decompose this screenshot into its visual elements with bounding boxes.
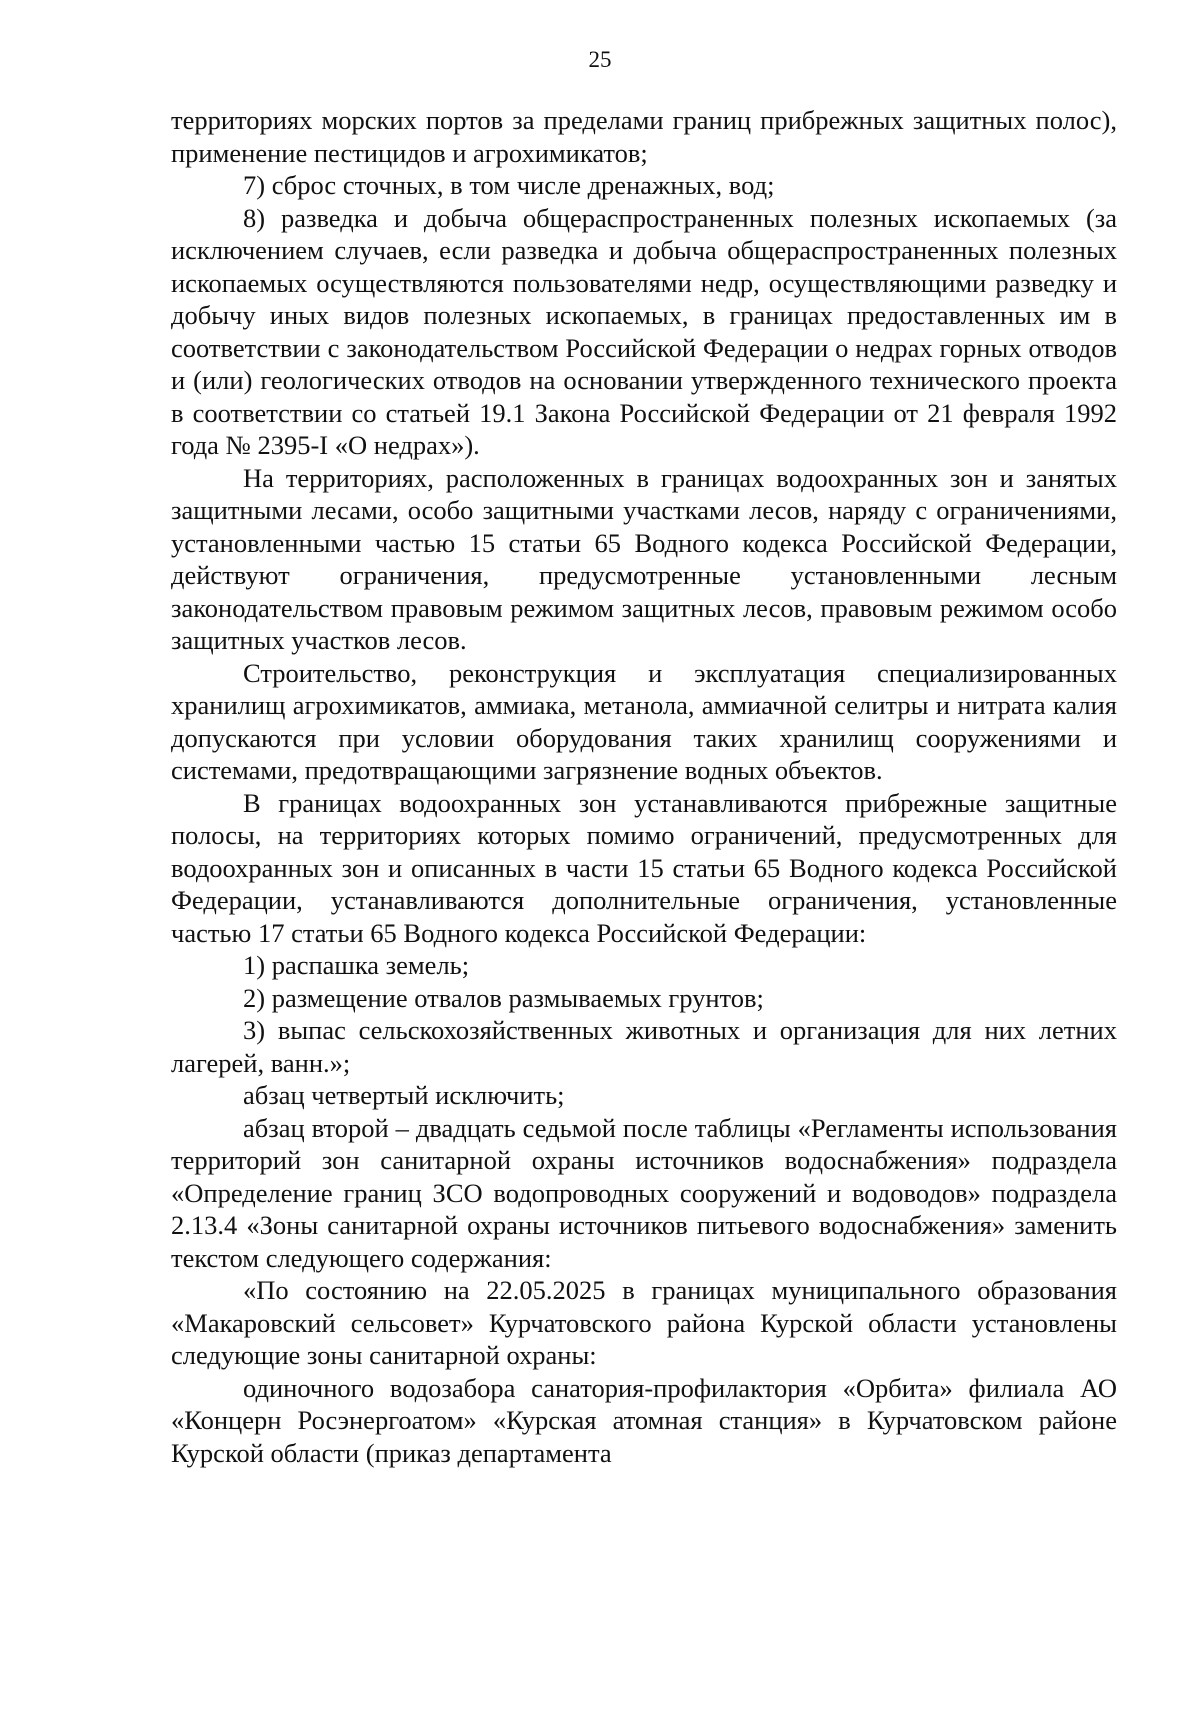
paragraph: 3) выпас сельскохозяйственных животных и организация для них летних лагерей, ванн.»;	[171, 1015, 1117, 1078]
paragraph: 1) распашка земель;	[243, 950, 470, 980]
page-number: 25	[588, 47, 612, 72]
paragraph: В границах водоохранных зон устанавливаются прибрежные защитные полосы, на территориях которых помимо ограничений, предусмотренных для водоохранных зон и описанных в части 15 статьи 65 Водного кодекса Российской Федерации, устанавливаются дополнительные ограничения, установленные частью 17 статьи 65 Водного кодекса Российской Федерации:	[171, 787, 1117, 948]
paragraph: «По состоянию на 22.05.2025 в границах муниципального образования «Макаровский сельсовет» Курчатовского района Курской области установлены следующие зоны санитарной охраны:	[171, 1275, 1117, 1370]
paragraph: На территориях, расположенных в границах водоохранных зон и занятых защитными лесами, особо защитными участками лесов, наряду с ограничениями, установленными частью 15 статьи 65 Водного кодекса Российской Федерации, действуют ограничения, предусмотренные установленными лесным законодательством правовым режимом защитных лесов, правовым режимом особо защитных участков лесов.	[171, 462, 1117, 655]
paragraph: абзац четвертый исключить;	[243, 1080, 565, 1110]
paragraph: 7) сброс сточных, в том числе дренажных, вод;	[243, 170, 775, 200]
paragraph: 8) разведка и добыча общераспространенных полезных ископаемых (за исключением случаев, если разведка и добыча общераспространенных полезных ископаемых осуществляются пользователями недр, осуществляющими разведку и добычу иных видов полезных ископаемых, в границах предоставленных им в соответствии с законодательством Российской Федерации о недрах горных отводов и (или) геологических отводов на основании утвержденного технического проекта в соответствии со статьей 19.1 Закона Российской Федерации от 21 февраля 1992 года № 2395-I «О недрах»).	[171, 202, 1117, 460]
paragraph: 2) размещение отвалов размываемых грунтов;	[243, 982, 764, 1013]
paragraph: территориях морских портов за пределами границ прибрежных защитных полос), применение пестицидов и агрохимикатов;	[171, 105, 1117, 168]
paragraph: Строительство, реконструкция и эксплуатация специализированных хранилищ агрохимикатов, аммиака, метанола, аммиачной селитры и нитрата калия допускаются при условии оборудования таких хранилищ сооружениями и системами, предотвращающими загрязнение водных объектов.	[171, 657, 1117, 785]
document-body	[171, 104, 1117, 1469]
paragraph: абзац второй – двадцать седьмой после таблицы «Регламенты использования территорий зон санитарной охраны источников водоснабжения» подраздела «Определение границ ЗСО водопроводных сооружений и водоводов» подраздела 2.13.4 «Зоны санитарной охраны источников питьевого водоснабжения» заменить текстом следующего содержания:	[171, 1112, 1117, 1273]
paragraph: одиночного водозабора санатория-профилактория «Орбита» филиала АО «Концерн Росэнергоатом» «Курская атомная станция» в Курчатовском районе Курской области (приказ департамента	[171, 1372, 1117, 1468]
